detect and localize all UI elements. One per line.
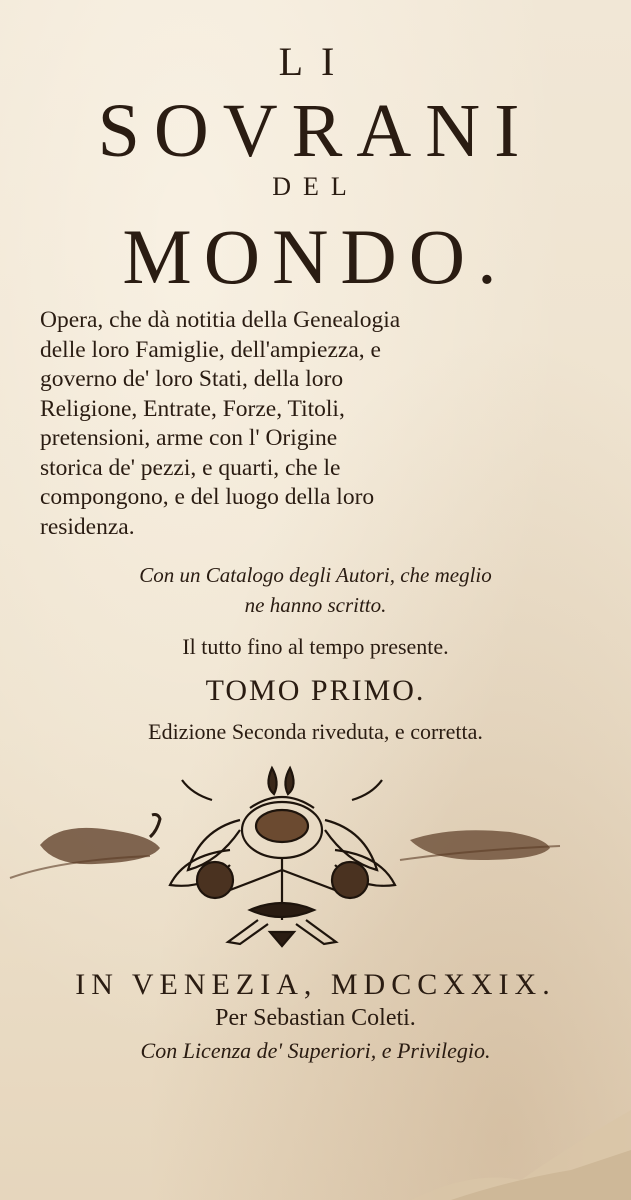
place-and-date: IN VENEZIA, MDCCXXIX. — [75, 968, 556, 1001]
title-line-del: DEL — [272, 172, 359, 201]
description-line: compongono, e del luogo della loro — [40, 484, 375, 510]
description-paragraph — [40, 306, 550, 542]
description-line: pretensioni, arme con l' Origine — [40, 425, 338, 451]
paper-tear-corner — [411, 1050, 631, 1200]
license-line: Con Licenza de' Superiori, e Privilegio. — [140, 1038, 491, 1063]
description-line: delle loro Famiglie, dell'ampiezza, e — [40, 336, 381, 363]
catalog-line: ne hanno scritto. — [244, 593, 387, 617]
description-line: storica de' pezzi, e quarti, che le — [40, 454, 341, 481]
printer-line: Per Sebastian Coleti. — [215, 1005, 416, 1031]
title-line-sovrani: SOVRANI — [97, 89, 534, 173]
tutto-line: Il tutto fino al tempo presente. — [182, 634, 449, 659]
catalog-note — [0, 560, 631, 620]
description-line: governo de' loro Stati, della loro — [40, 366, 344, 392]
floral-bouquet-ornament — [0, 760, 631, 950]
description-line: Opera, che dà notitia della Genealogia — [40, 307, 401, 333]
volume-label: TOMO PRIMO. — [205, 674, 426, 707]
title-line-li: LI — [278, 39, 353, 84]
description-line: residenza. — [40, 513, 135, 540]
title-line-mondo: MONDO. — [122, 213, 509, 300]
description-line: Religione, Entrate, Forze, Titoli, — [40, 395, 345, 422]
edition-line: Edizione Seconda riveduta, e corretta. — [148, 719, 483, 744]
catalog-line: Con un Catalogo degli Autori, che meglio — [139, 563, 492, 587]
